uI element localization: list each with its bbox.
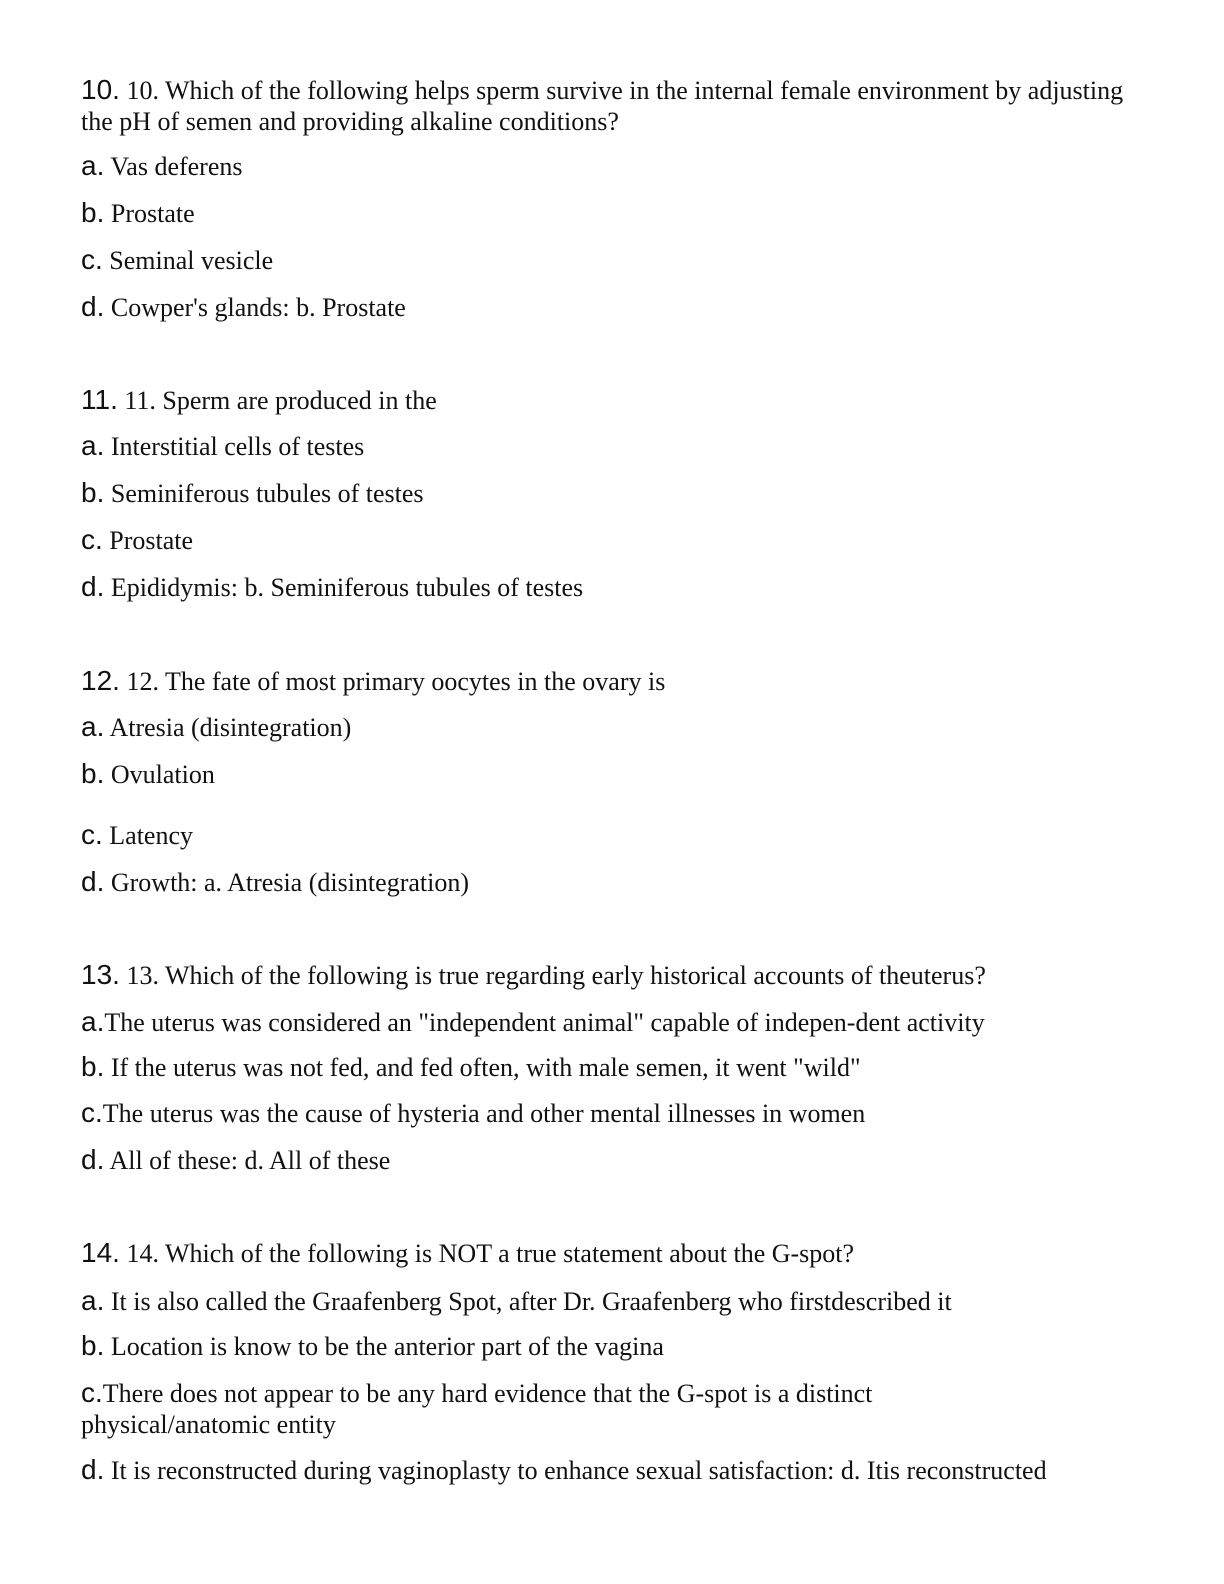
option-label: d.: [81, 1454, 105, 1485]
option-text: Cowper's glands: b. Prostate: [110, 293, 406, 322]
option-label: d.: [81, 866, 105, 897]
option-label: b.: [81, 1330, 105, 1361]
option-text: The uterus was the cause of hysteria and other mental illnesses in women: [102, 1099, 866, 1128]
option-text: Atresia (disintegration): [109, 713, 352, 742]
option-11-b: [81, 477, 1151, 509]
question-10: [81, 74, 1151, 137]
option-11-d: [81, 571, 1151, 603]
option-12-c: [81, 819, 1151, 851]
option-14-b: [81, 1330, 1151, 1362]
option-13-d: [81, 1144, 1151, 1176]
option-11-a: [81, 430, 1151, 462]
option-label: b.: [81, 1051, 105, 1082]
option-label: b.: [81, 477, 105, 508]
option-text: Ovulation: [110, 760, 215, 789]
option-text: Seminiferous tubules of testes: [110, 479, 424, 508]
option-text: Location is know to be the anterior part of the vagina: [110, 1332, 664, 1361]
option-10-a: [81, 150, 1151, 182]
option-label: d.: [81, 291, 105, 322]
option-14-d: [81, 1454, 1151, 1486]
option-14-c: [81, 1377, 941, 1440]
option-10-b: [81, 197, 1151, 229]
option-text: Latency: [109, 821, 194, 850]
option-text: Growth: a. Atresia (disintegration): [110, 868, 469, 897]
question-text: 14. Which of the following is NOT a true statement about the G-spot?: [126, 1239, 855, 1268]
question-text: 13. Which of the following is true regarding early historical accounts of theuterus?: [126, 961, 986, 990]
question-13: [81, 959, 1151, 991]
option-text: If the uterus was not fed, and fed often, with male semen, it went "wild": [110, 1053, 861, 1082]
option-text: It is also called the Graafenberg Spot, after Dr. Graafenberg who firstdescribed it: [110, 1287, 952, 1316]
option-label: a.: [81, 711, 105, 742]
question-number: 13.: [81, 959, 120, 990]
option-label: a.: [81, 150, 105, 181]
option-label: c.: [81, 1097, 103, 1128]
option-text: Interstitial cells of testes: [110, 432, 365, 461]
question-number: 14.: [81, 1237, 120, 1268]
option-text: The uterus was considered an "independent animal" capable of indepen-dent activity: [104, 1008, 985, 1037]
question-text: 10. Which of the following helps sperm survive in the internal female environment by adjusting the pH of semen and providing alkaline conditions?: [81, 76, 1124, 136]
option-10-d: [81, 291, 1151, 323]
option-12-a: [81, 711, 1151, 743]
question-14: [81, 1237, 1151, 1269]
option-label: b.: [81, 758, 105, 789]
option-12-d: [81, 866, 1151, 898]
option-13-c: [81, 1097, 1151, 1129]
question-number: 10.: [81, 74, 120, 105]
question-11: [81, 384, 1151, 416]
option-text: Epididymis: b. Seminiferous tubules of testes: [110, 573, 584, 602]
option-text: Seminal vesicle: [109, 246, 274, 275]
question-text: 12. The fate of most primary oocytes in the ovary is: [126, 667, 666, 696]
option-label: c.: [81, 244, 103, 275]
option-label: a.: [81, 1006, 105, 1037]
question-text: 11. Sperm are produced in the: [124, 386, 437, 415]
question-number: 12.: [81, 665, 120, 696]
option-label: a.: [81, 430, 105, 461]
option-text: Vas deferens: [110, 152, 243, 181]
option-label: b.: [81, 197, 105, 228]
option-text: There does not appear to be any hard evidence that the G-spot is a distinct physical/anatomic entity: [81, 1379, 873, 1439]
option-text: All of these: d. All of these: [109, 1146, 391, 1175]
question-number: 11.: [81, 384, 118, 415]
option-14-a: [81, 1285, 1151, 1317]
option-text: It is reconstructed during vaginoplasty to enhance sexual satisfaction: d. Itis reconstructed: [110, 1456, 1047, 1485]
option-label: a.: [81, 1285, 105, 1316]
option-label: d.: [81, 571, 105, 602]
option-13-a: [81, 1006, 1151, 1038]
option-text: Prostate: [109, 526, 194, 555]
option-12-b: [81, 758, 1151, 790]
option-label: d.: [81, 1144, 105, 1175]
option-text: Prostate: [110, 199, 195, 228]
option-10-c: [81, 244, 1151, 276]
option-label: c.: [81, 1377, 103, 1408]
option-label: c.: [81, 819, 103, 850]
option-13-b: [81, 1051, 1151, 1083]
option-label: c.: [81, 524, 103, 555]
question-12: [81, 665, 1151, 697]
option-11-c: [81, 524, 1151, 556]
